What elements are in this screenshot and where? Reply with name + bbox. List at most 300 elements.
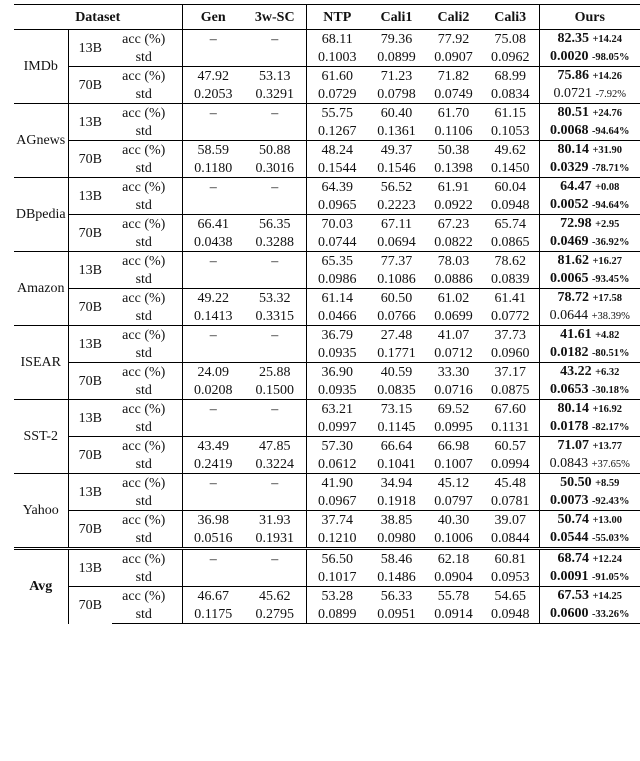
cell-w3sc: 0.3224 [255,456,294,472]
ours-delta: -94.64% [591,126,630,137]
cell-gen: – [182,178,244,197]
cell-gen: – [182,474,244,493]
table-row [14,30,640,49]
cell-cali2: 0.0886 [434,271,473,287]
cell-ours [539,196,640,215]
metric-label: acc (%) [112,587,182,606]
cell-cali3: 0.1131 [491,419,530,435]
cell-ours [539,270,640,289]
cell-cali3: 39.07 [482,511,539,530]
ours-value: 50.74 [557,512,589,527]
model-size: 70B [68,67,112,104]
cell-ours [539,437,640,456]
cell-ours [539,141,640,160]
cell-cali2: 69.52 [425,400,482,419]
ours-value: 80.51 [557,105,589,120]
cell-ntp: 0.1544 [306,159,368,178]
cell-w3sc: 0.3315 [255,308,294,324]
header-3w-sc: 3w-SC [244,5,306,30]
cell-cali2: 33.30 [425,363,482,382]
cell-ntp: 68.11 [306,30,368,49]
table-row [14,400,640,419]
cell-cali2: 0.0914 [425,605,482,624]
cell-gen [182,492,244,511]
cell-cali2: 41.07 [425,326,482,345]
ours-value: 64.47 [560,179,592,194]
cell-gen: 0.0516 [182,529,244,549]
cell-cali2: 0.0904 [434,569,473,585]
cell-ntp: 0.0965 [306,196,368,215]
cell-cali1: 0.1041 [377,456,416,472]
cell-cali3: 78.62 [482,252,539,271]
cell-cali3: 68.99 [482,67,539,86]
cell-w3sc [244,418,306,437]
cell-cali1: 0.1145 [377,419,416,435]
cell-cali1: 67.11 [368,215,425,234]
cell-cali2: 0.0822 [434,234,473,250]
cell-cali2: 67.23 [425,215,482,234]
ours-value: 0.0052 [549,197,589,212]
ours-value: 0.0843 [549,456,589,471]
dataset-name: AGnews [14,104,68,178]
model-size: 13B [68,326,112,363]
ours-value: 0.0065 [549,271,589,286]
cell-cali2: 0.0699 [434,308,473,324]
cell-cali1: 73.15 [368,400,425,419]
cell-ntp: 0.1017 [306,568,368,587]
cell-ntp: 65.35 [306,252,368,271]
cell-cali1: 0.1771 [377,345,416,361]
header-cali2: Cali2 [425,5,482,30]
cell-ours [539,48,640,67]
cell-cali2: 62.18 [425,549,482,569]
cell-cali1: 0.1918 [377,493,416,509]
cell-cali3: 65.74 [482,215,539,234]
cell-ours [539,289,640,308]
cell-cali1: 0.2223 [377,197,416,213]
ours-value: 80.14 [557,142,589,157]
cell-cali3: 49.62 [482,141,539,160]
metric-label: std [135,123,152,139]
cell-ntp: 36.90 [306,363,368,382]
cell-cali3: 61.15 [482,104,539,123]
ours-delta: -92.43% [591,496,630,507]
cell-gen: 0.1413 [182,307,244,326]
cell-cali3: 0.0960 [491,345,530,361]
ours-delta: +17.58 [592,293,623,304]
ours-delta: +8.59 [595,478,620,489]
cell-cali2: 0.0749 [434,86,473,102]
ours-delta: +0.08 [595,182,620,193]
ours-value: 0.0020 [549,49,589,64]
cell-cali2: 71.82 [425,67,482,86]
ours-value: 81.62 [557,253,589,268]
cell-w3sc: 56.35 [244,215,306,234]
table-row [14,215,640,234]
model-size: 13B [68,252,112,289]
cell-gen [182,344,244,363]
cell-cali3: 60.04 [482,178,539,197]
cell-w3sc: – [244,252,306,271]
cell-ntp: 55.75 [306,104,368,123]
ours-value: 71.07 [557,438,589,453]
cell-cali3: 61.41 [482,289,539,308]
ours-value: 0.0091 [549,569,589,584]
cell-ours [539,178,640,197]
cell-gen: – [182,252,244,271]
ours-delta: -78.71% [591,163,630,174]
cell-cali3: 0.0994 [491,456,530,472]
cell-gen: 46.67 [182,587,244,606]
metric-label: acc (%) [112,549,182,569]
ours-delta: +6.32 [595,367,620,378]
cell-ours [539,344,640,363]
cell-cali3: 0.0834 [491,86,530,102]
cell-ntp: 64.39 [306,178,368,197]
metric-label: std [135,271,152,287]
cell-gen: 36.98 [182,511,244,530]
cell-gen: – [182,104,244,123]
ours-delta: -7.92% [595,89,627,100]
cell-cali3: 67.60 [482,400,539,419]
ours-delta: +31.90 [592,145,623,156]
cell-ntp: 0.1210 [306,529,368,549]
cell-cali2: 0.0716 [434,382,473,398]
cell-cali3: 0.0875 [491,382,530,398]
cell-cali3: 75.08 [494,31,526,47]
dataset-name: Amazon [14,252,68,326]
cell-ntp: 0.0967 [306,492,368,511]
header-dataset: Dataset [14,5,182,30]
cell-ntp: 63.21 [306,400,368,419]
cell-cali1: 0.0980 [377,530,416,546]
ours-delta: -98.05% [591,52,630,63]
cell-ntp: 0.0612 [306,455,368,474]
ours-value: 0.0329 [549,160,589,175]
ours-value: 78.72 [557,290,589,305]
cell-cali1: 71.23 [368,67,425,86]
metric-label: acc (%) [112,326,182,345]
cell-cali3: 0.0948 [491,197,530,213]
cell-cali2: 0.1106 [434,123,473,139]
metric-label: acc (%) [112,474,182,493]
cell-ours [539,418,640,437]
ours-value: 0.0721 [553,86,592,101]
cell-cali1: 0.0835 [377,382,416,398]
ours-value: 82.35 [557,31,589,46]
cell-cali1: 0.1546 [377,160,416,176]
cell-cali1: 34.94 [368,474,425,493]
metric-label: acc (%) [112,400,182,419]
cell-w3sc [244,568,306,587]
cell-ours [539,511,640,530]
cell-w3sc: 53.13 [244,67,306,86]
ours-value: 0.0600 [549,606,589,621]
metric-label: acc (%) [112,141,182,160]
metric-label: std [135,456,152,472]
ours-delta: -93.45% [591,274,630,285]
header-gen: Gen [182,5,244,30]
cell-w3sc: 50.88 [244,141,306,160]
model-size: 70B [68,587,112,624]
cell-gen: 0.2419 [182,455,244,474]
cell-cali1: 0.1486 [377,569,416,585]
cell-gen: – [182,326,244,345]
cell-cali1: 40.59 [368,363,425,382]
cell-cali1: 49.37 [368,141,425,160]
cell-cali1: 56.33 [368,587,425,606]
cell-cali2: 0.0922 [434,197,473,213]
cell-cali2: 0.1398 [434,160,473,176]
cell-w3sc: 0.3291 [255,86,294,102]
cell-cali2: 0.0995 [434,419,473,435]
cell-gen: 49.22 [182,289,244,308]
cell-w3sc: – [271,31,279,47]
cell-w3sc [244,270,306,289]
cell-cali2: 61.70 [425,104,482,123]
cell-ours [539,363,640,382]
ours-value: 68.74 [557,551,589,566]
cell-cali3: 0.0839 [491,271,530,287]
cell-gen: 0.0438 [182,233,244,252]
cell-w3sc: 0.2795 [244,605,306,624]
header-cali1: Cali1 [368,5,425,30]
cell-ntp: 57.30 [306,437,368,456]
cell-cali1: 60.40 [368,104,425,123]
cell-ours [539,30,640,49]
ours-value: 43.22 [560,364,592,379]
cell-ours [539,307,640,326]
metric-label: acc (%) [112,437,182,456]
metric-label: acc (%) [112,178,182,197]
cell-w3sc: – [244,549,306,569]
cell-cali3: 60.81 [482,549,539,569]
cell-w3sc: – [244,474,306,493]
model-size: 70B [68,437,112,474]
results-table [14,4,640,624]
model-size: 70B [68,511,112,549]
cell-gen: 0.1180 [182,159,244,178]
ours-value: 0.0073 [549,493,589,508]
cell-cali1: 0.1361 [377,123,416,139]
cell-w3sc [244,48,306,67]
ours-delta: +2.95 [595,219,620,230]
cell-cali2: 78.03 [425,252,482,271]
ours-delta: +14.25 [592,591,623,602]
cell-cali1: 0.0766 [377,308,416,324]
cell-cali3: 45.48 [482,474,539,493]
cell-w3sc [244,122,306,141]
cell-w3sc [244,492,306,511]
cell-w3sc: 47.85 [244,437,306,456]
dataset-name: DBpedia [14,178,68,252]
cell-gen: 0.1175 [182,605,244,624]
cell-ntp: 56.50 [306,549,368,569]
cell-ntp: 61.60 [306,67,368,86]
cell-cali3: 0.0948 [482,605,539,624]
cell-ntp: 36.79 [306,326,368,345]
ours-delta: -80.51% [591,348,630,359]
cell-ntp: 0.0997 [306,418,368,437]
cell-ours [539,67,640,86]
cell-cali1: 0.0798 [377,86,416,102]
cell-gen: – [182,30,244,49]
cell-cali1: 56.52 [368,178,425,197]
cell-cali2: 40.30 [425,511,482,530]
cell-gen: 66.41 [182,215,244,234]
ours-delta: +38.39% [591,311,630,322]
metric-label: acc (%) [112,67,182,86]
table-row [14,474,640,493]
cell-cali3: 37.17 [482,363,539,382]
table-row [14,178,640,197]
model-size: 13B [68,178,112,215]
cell-ours [539,233,640,252]
ours-delta: +14.24 [592,34,623,45]
ours-value: 0.0469 [549,234,589,249]
cell-ours [539,587,640,606]
cell-cali3: 54.65 [482,587,539,606]
cell-ntp: 70.03 [306,215,368,234]
ours-value: 67.53 [557,588,589,603]
ours-value: 0.0653 [549,382,589,397]
table-row [14,549,640,569]
cell-ntp: 0.0466 [306,307,368,326]
ours-delta: +13.00 [592,515,623,526]
cell-ours [539,104,640,123]
table-row [14,141,640,160]
cell-ours [539,381,640,400]
ours-delta: -82.17% [591,422,630,433]
metric-label: std [135,308,152,324]
cell-cali1: 79.36 [380,31,413,47]
cell-ours [539,568,640,587]
cell-cali3: 0.1450 [491,160,530,176]
ours-value: 41.61 [560,327,592,342]
cell-cali3: 0.0781 [491,493,530,509]
ours-delta: -55.03% [591,533,630,544]
table-row [14,252,640,271]
ours-value: 50.50 [560,475,592,490]
ours-value: 75.86 [557,68,589,83]
cell-ntp: 0.0986 [306,270,368,289]
metric-label: std [135,493,152,509]
ours-delta: +16.27 [592,256,623,267]
dataset-name: ISEAR [14,326,68,400]
ours-value: 0.0068 [549,123,589,138]
cell-gen [182,418,244,437]
metric-label: std [135,234,152,250]
cell-gen [182,122,244,141]
cell-cali1: 66.64 [368,437,425,456]
cell-w3sc: – [244,326,306,345]
cell-cali2: 55.78 [425,587,482,606]
cell-w3sc: 45.62 [244,587,306,606]
table-row [14,67,640,86]
cell-cali1: 77.37 [368,252,425,271]
cell-ours [539,492,640,511]
metric-label: std [112,605,182,624]
ours-delta: -36.92% [591,237,630,248]
model-size: 13B [68,30,112,67]
table-row [14,511,640,530]
metric-label: std [135,86,152,102]
cell-ours [539,474,640,493]
cell-cali2: 61.02 [425,289,482,308]
cell-ntp: 48.24 [306,141,368,160]
cell-ntp: 61.14 [306,289,368,308]
cell-w3sc [244,196,306,215]
cell-ours [539,455,640,474]
ours-delta: +12.24 [592,554,623,565]
header-ours: Ours [539,5,640,30]
cell-w3sc: – [244,400,306,419]
cell-ours [539,215,640,234]
cell-ours [539,85,640,104]
metric-label: acc (%) [112,289,182,308]
cell-ntp: 0.0935 [306,381,368,400]
metric-label: std [135,530,152,546]
cell-ntp: 0.0744 [306,233,368,252]
metric-label: std [135,49,152,65]
metric-label: acc (%) [112,511,182,530]
table-row [14,437,640,456]
cell-gen [182,270,244,289]
metric-label: std [135,197,152,213]
table-row [14,587,640,606]
metric-label: acc (%) [122,31,166,47]
cell-ntp: 37.74 [306,511,368,530]
cell-cali2: 66.98 [425,437,482,456]
cell-ours [539,549,640,569]
cell-w3sc: 0.3288 [255,234,294,250]
ours-value: 80.14 [557,401,589,416]
cell-ours [539,326,640,345]
cell-cali2: 50.38 [425,141,482,160]
metric-label: acc (%) [112,104,182,123]
model-size: 70B [68,141,112,178]
cell-ours [539,605,640,624]
header-cali3: Cali3 [482,5,539,30]
metric-label: acc (%) [112,252,182,271]
cell-ntp: 0.1267 [306,122,368,141]
ours-value: 0.0178 [549,419,589,434]
cell-w3sc: – [244,104,306,123]
model-size: 70B [68,289,112,326]
cell-cali3: 0.0865 [491,234,530,250]
cell-gen: 47.92 [182,67,244,86]
cell-ntp: 53.28 [306,587,368,606]
ours-value: 0.0644 [549,308,589,323]
model-size: 13B [68,400,112,437]
cell-cali2: 0.1007 [434,456,473,472]
cell-ours [539,400,640,419]
table-row [14,289,640,308]
cell-cali1: 0.0899 [377,49,416,65]
dataset-name: IMDb [23,59,58,74]
cell-cali2: 61.91 [425,178,482,197]
cell-cali1: 60.50 [368,289,425,308]
cell-gen: 0.2053 [182,85,244,104]
cell-w3sc: 0.1500 [255,382,294,398]
metric-label: std [135,345,152,361]
cell-cali3: 0.1053 [491,123,530,139]
cell-ours [539,529,640,549]
cell-cali1: 27.48 [368,326,425,345]
metric-label: std [135,569,152,585]
cell-cali3: 0.0844 [491,530,530,546]
cell-ours [539,252,640,271]
